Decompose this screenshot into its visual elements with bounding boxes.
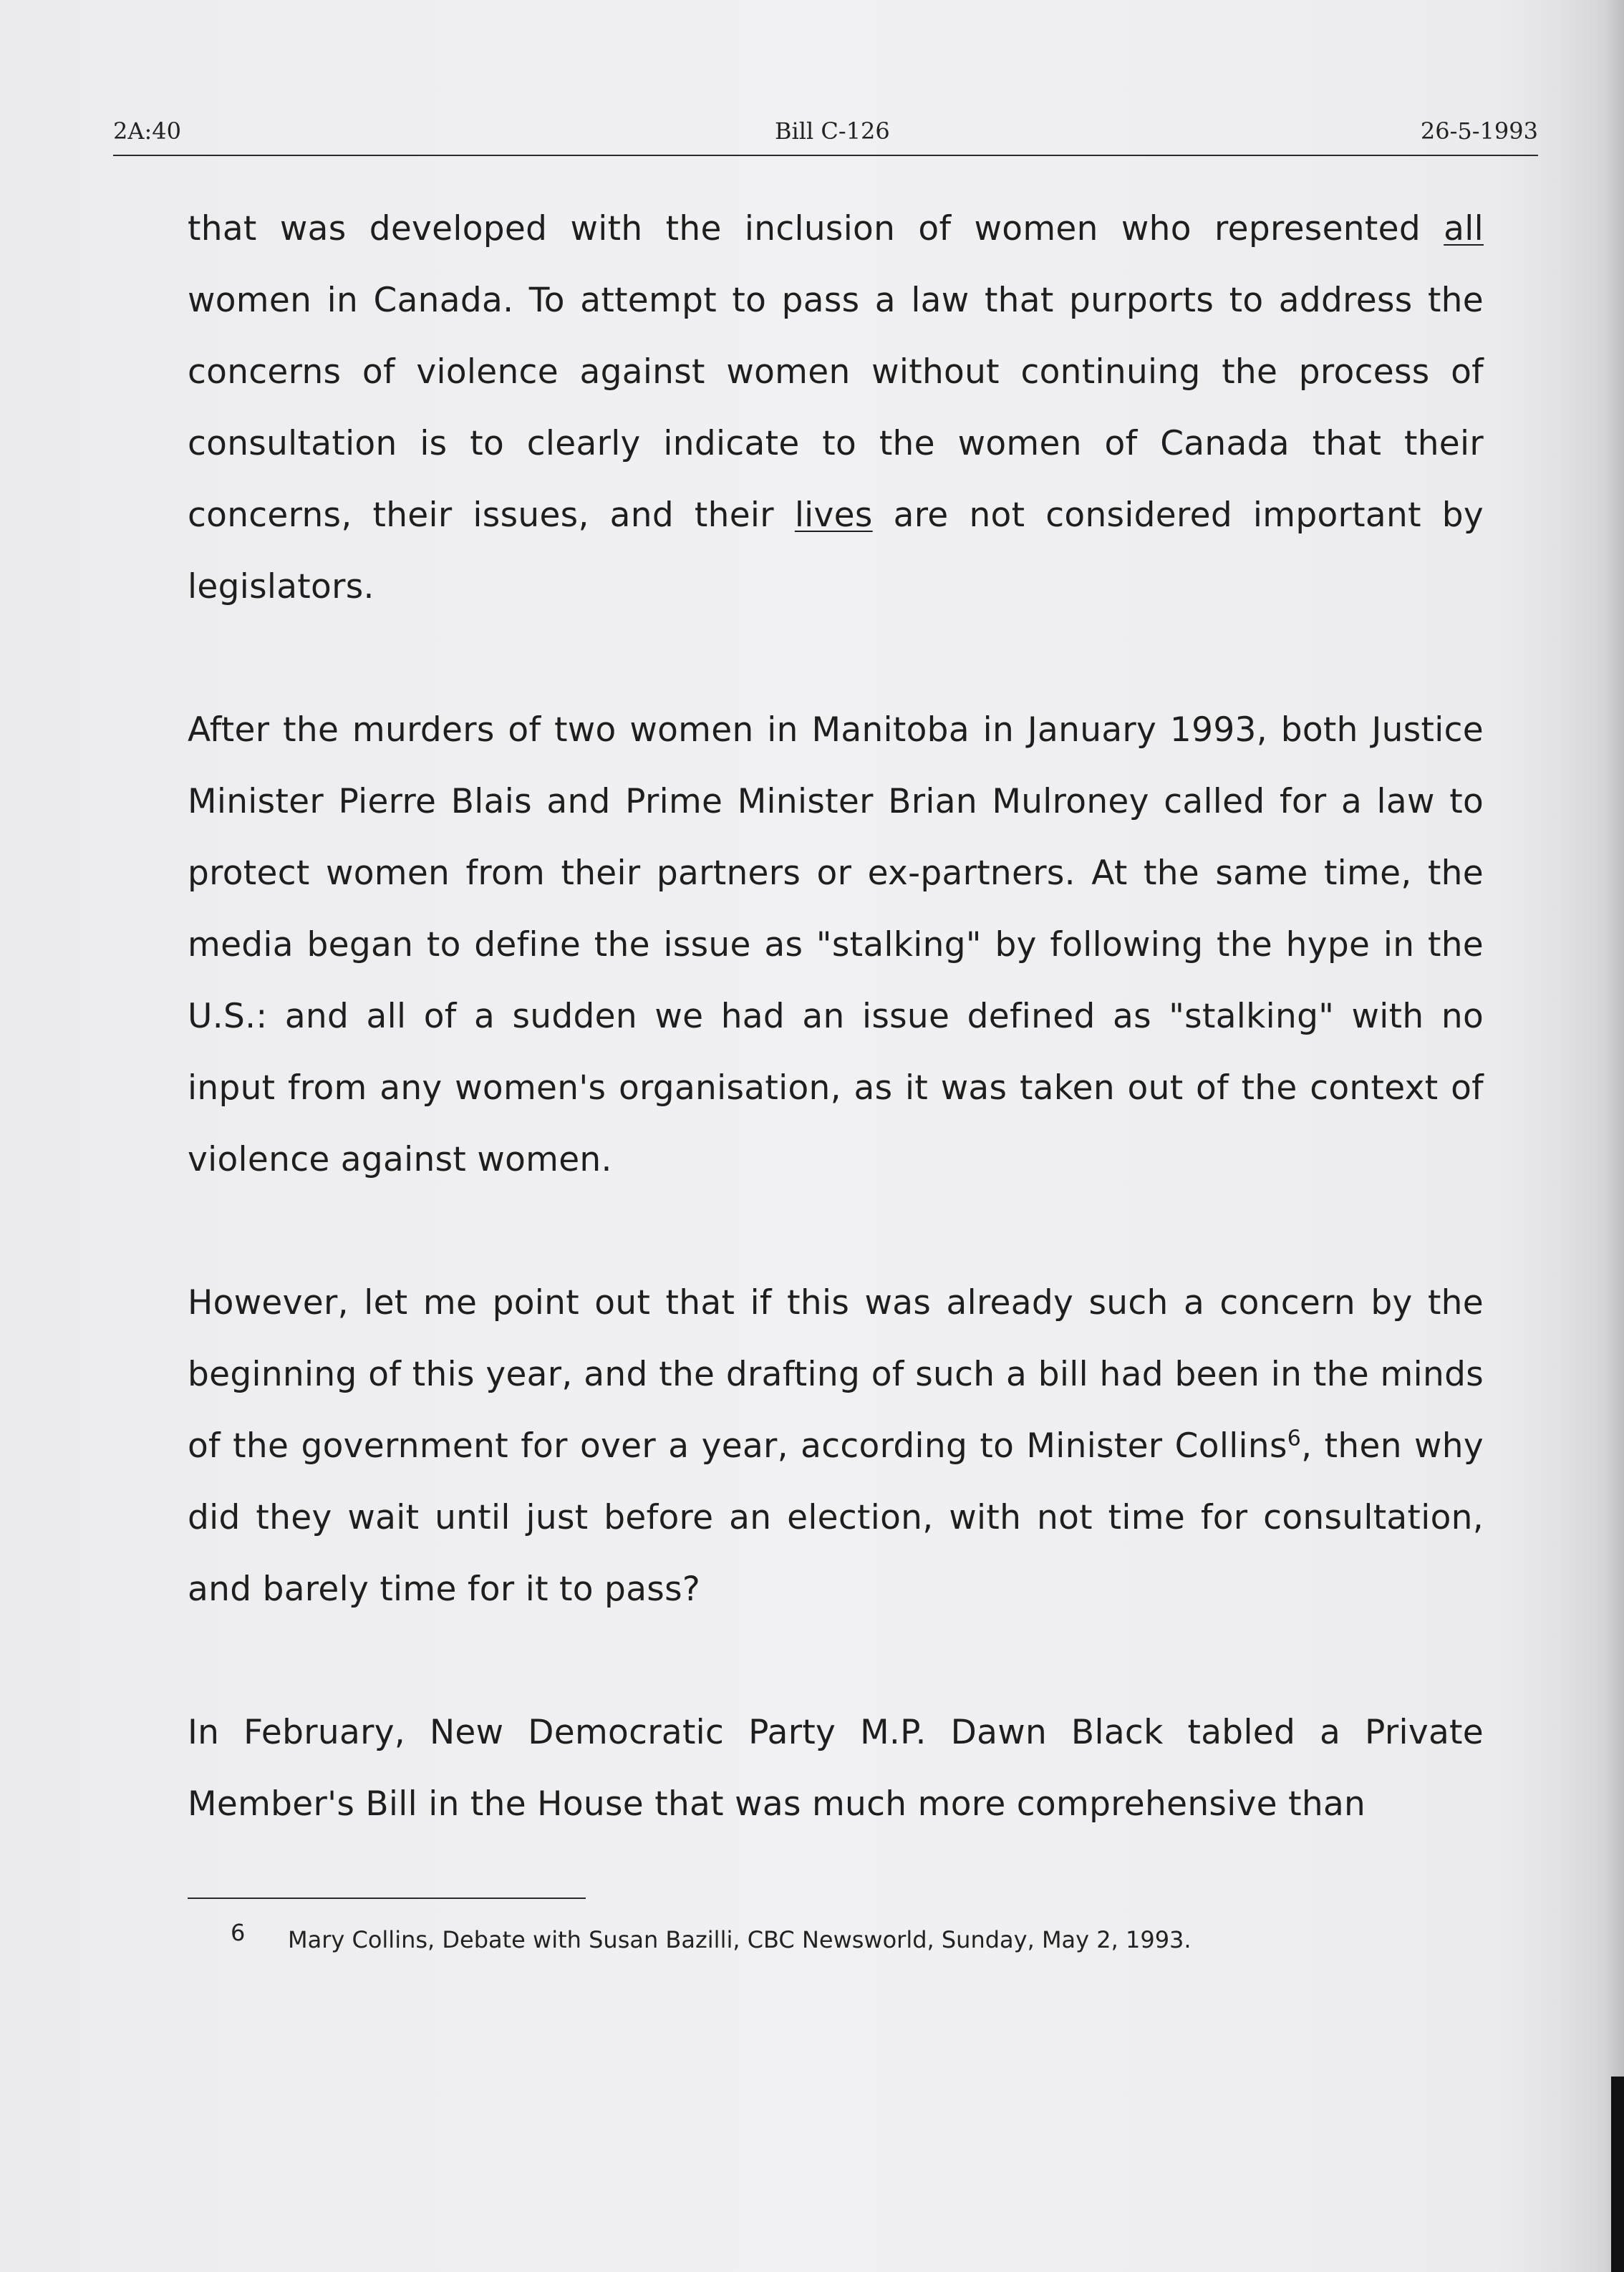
paragraph-2: After the murders of two women in Manitoba in January 1993, both Justice Minister Pierre Blais and Prime Minister Brian Mulroney called for a law to protect women from their partners or ex-partners. At the same time, the media began to define the issue as "stalking" by following the hype in the U.S.: and all of a sudden we had an issue defined as "stalking" with no input from any women's organisation, as it was taken out of the context of violence against women. (188, 710, 1484, 1179)
paragraph-3-text-a: However, let me point out that if this was already such a concern by the beginning of this year, and the drafting of such a bill had been in the minds of the government for over a year, according to Minister Collins (188, 1283, 1484, 1466)
header-rule (113, 155, 1538, 156)
paragraph-1-underlined-all: all (1444, 209, 1484, 248)
header-date: 26-5-1993 (1420, 117, 1538, 145)
body-text (188, 193, 1484, 1840)
scan-dark-corner (1611, 2077, 1624, 2272)
paragraph-1-text-c: are not considered important by legislators. (188, 496, 1484, 606)
header-page-ref: 2A:40 (113, 117, 181, 145)
page-edge-shadow (1604, 0, 1624, 2272)
paragraph-1-text-b: women in Canada. To attempt to pass a law that purports to address the concerns of violence against women without continuing the process of consultation is to clearly indicate to the women of Canada that their concerns, their issues, and their (188, 281, 1484, 535)
paragraph-3-text-b: , then why did they wait until just before an election, with not time for consultation, and barely time for it to pass? (188, 1426, 1484, 1609)
footnote-number: 6 (231, 1919, 246, 1946)
footnote-reference: 6 (1287, 1426, 1302, 1451)
footnote-rule (188, 1898, 586, 1899)
paragraph-3 (188, 1267, 1484, 1625)
header-bill-title: Bill C-126 (775, 117, 890, 145)
paragraph-1 (188, 193, 1484, 623)
paragraph-1-underlined-lives: lives (794, 496, 873, 535)
page-header (113, 117, 1538, 168)
footnote-text: Mary Collins, Debate with Susan Bazilli, CBC Newsworld, Sunday, May 2, 1993. (288, 1926, 1192, 1953)
paragraph-1-text-a: that was developed with the inclusion of women who represented (188, 209, 1444, 248)
paragraph-4: In February, New Democratic Party M.P. Dawn Black tabled a Private Member's Bill in the House that was much more comprehensive than (188, 1713, 1484, 1824)
